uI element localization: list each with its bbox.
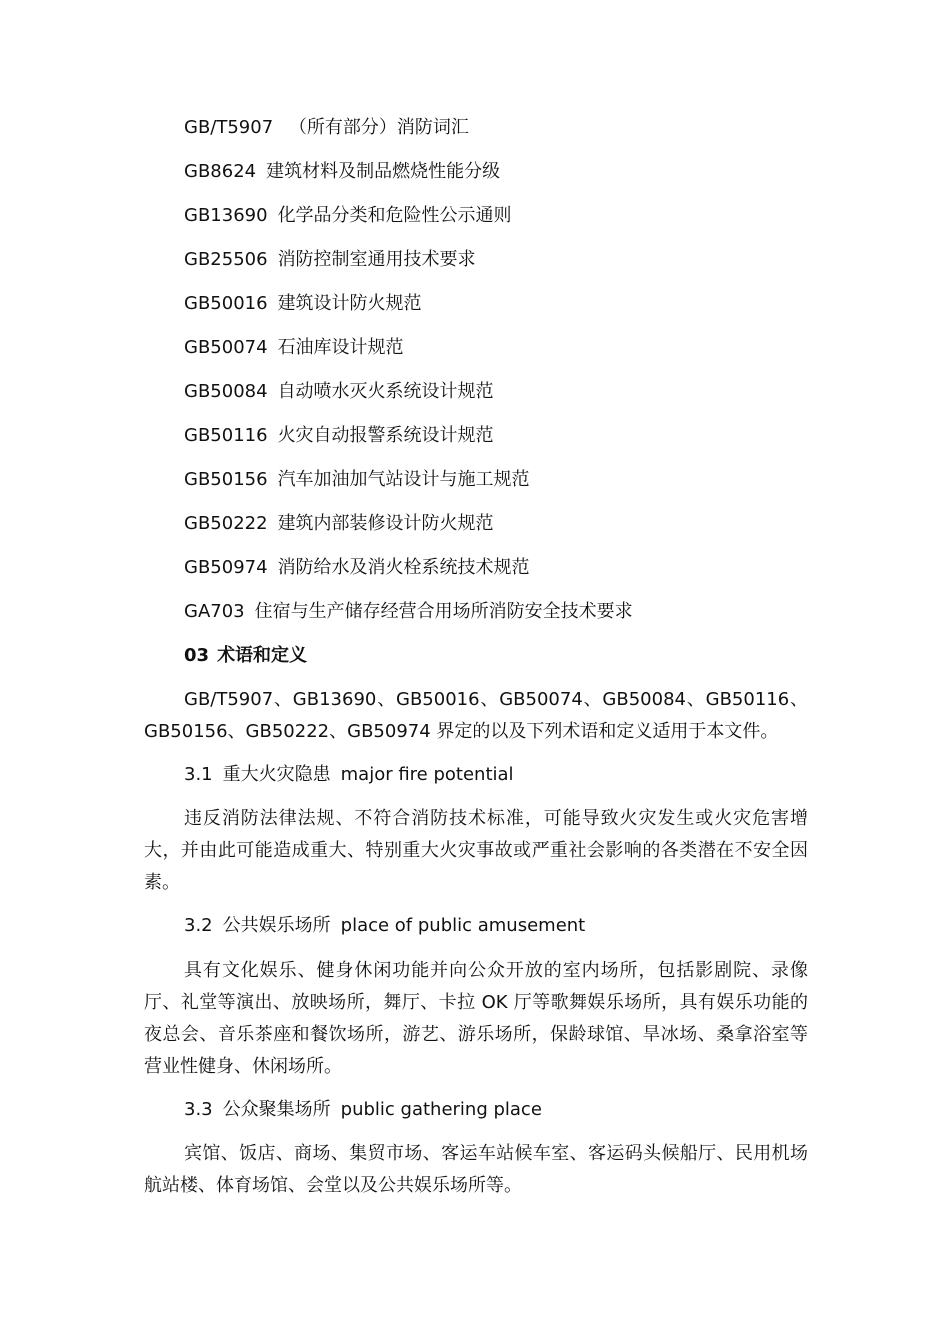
term-heading [184,763,514,787]
reference-item [184,600,633,624]
reference-code: GB8624 [184,161,257,182]
reference-item [184,248,476,272]
term-english: public gathering place [340,1099,542,1120]
section-intro: GB/T5907、GB13690、GB50016、GB50074、GB50084、GB50116、GB50156、GB50222、GB50974 界定的以及下列术语和定义适用于本文件。 [144,689,808,742]
reference-code: GB50074 [184,337,268,358]
reference-item [184,556,530,580]
section-heading [184,644,307,668]
reference-title: 消防控制室通用技术要求 [277,249,476,270]
term-number: 3.1 [184,764,213,785]
reference-title: 化学品分类和危险性公示通则 [277,205,512,226]
term-chinese: 公共娱乐场所 [222,915,331,936]
term-english: major fire potential [340,764,514,785]
reference-item [184,512,494,536]
reference-code: GB50974 [184,557,268,578]
section-title: 术语和定义 [217,645,308,666]
reference-code: GB/T5907 [184,117,274,138]
reference-title: 汽车加油加气站设计与施工规范 [277,469,530,490]
reference-item [184,380,494,404]
term-definition: 具有文化娱乐、健身休闲功能并向公众开放的室内场所，包括影剧院、录像厅、礼堂等演出、放映场所，舞厅、卡拉 OK 厅等歌舞娱乐场所，具有娱乐功能的夜总会、音乐茶座和餐饮场所，游艺、游乐场所，保龄球馆、旱冰场、桑拿浴室等营业性健身、休闲场所。 [144,960,808,1077]
reference-item [184,160,500,184]
term-chinese: 重大火灾隐患 [222,764,331,785]
term-definition: 宾馆、饭店、商场、集贸市场、客运车站候车室、客运码头候船厅、民用机场航站楼、体育场馆、会堂以及公共娱乐场所等。 [144,1143,808,1196]
reference-code: GB13690 [184,205,268,226]
reference-title: 消防给水及消火栓系统技术规范 [277,557,530,578]
reference-title: 火灾自动报警系统设计规范 [277,425,494,446]
reference-title: 建筑设计防火规范 [277,293,422,314]
reference-code: GB25506 [184,249,268,270]
term-number: 3.2 [184,915,213,936]
term-number: 3.3 [184,1099,213,1120]
reference-title: （所有部分）消防词汇 [283,117,469,138]
reference-code: GB50222 [184,513,268,534]
reference-item [184,424,494,448]
section-number: 03 [184,645,210,666]
reference-code: GB50084 [184,381,268,402]
reference-title: 建筑材料及制品燃烧性能分级 [266,161,501,182]
reference-code: GB50156 [184,469,268,490]
reference-code: GB50016 [184,293,268,314]
reference-code: GB50116 [184,425,268,446]
term-chinese: 公众聚集场所 [222,1099,331,1120]
reference-title: 石油库设计规范 [277,337,404,358]
reference-code: GA703 [184,601,245,622]
term-heading [184,914,585,938]
term-heading [184,1098,542,1122]
reference-item [184,116,469,140]
reference-item [184,204,512,228]
reference-item [184,292,422,316]
reference-title: 自动喷水灭火系统设计规范 [277,381,494,402]
reference-item [184,336,404,360]
term-english: place of public amusement [340,915,586,936]
reference-title: 建筑内部装修设计防火规范 [277,513,494,534]
term-definition: 违反消防法律法规、不符合消防技术标准，可能导致火灾发生或火灾危害增大，并由此可能造成重大、特别重大火灾事故或严重社会影响的各类潜在不安全因素。 [144,808,808,893]
reference-item [184,468,530,492]
reference-title: 住宿与生产储存经营合用场所消防安全技术要求 [254,601,633,622]
